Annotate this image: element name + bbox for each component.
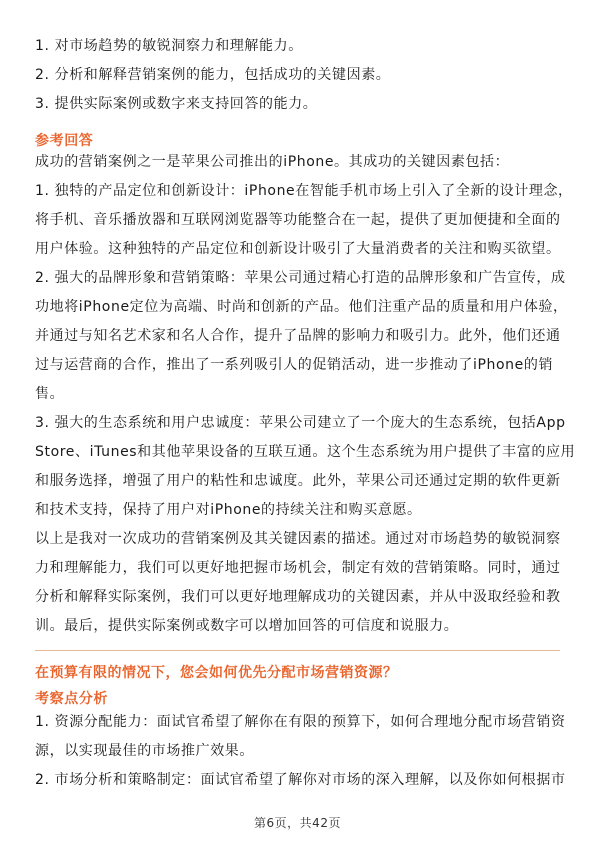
answer-line: 和技术支持，保持了用户对iPhone的持续关注和购买意愿。 [35, 502, 422, 518]
criteria-item: 2. 分析和解释营销案例的能力，包括成功的关键因素。 [35, 67, 391, 83]
criteria-item: 3. 提供实际案例或数字来支持回答的能力。 [35, 96, 318, 112]
answer-line: 训。最后，提供实际案例或数字可以增加回答的可信度和说服力。 [35, 618, 459, 634]
answer-line: 分析和解释实际案例，我们可以更好地理解成功的关键因素，并从中汲取经验和教 [35, 589, 561, 605]
answer-line: Store、iTunes和其他苹果设备的互联互通。这个生态系统为用户提供了丰富的应用 [35, 444, 576, 460]
answer-line: 售。 [35, 386, 65, 402]
answer-line: 和服务选择，增强了用户的粘性和忠诚度。此外，苹果公司还通过定期的软件更新 [35, 473, 561, 489]
answer-line: 成功的营销案例之一是苹果公司推出的iPhone。其成功的关键因素包括： [35, 154, 510, 170]
question-title: 在预算有限的情况下，您会如何优先分配市场营销资源？ [35, 665, 398, 681]
answer-line: 3. 强大的生态系统和用户忠诚度：苹果公司建立了一个庞大的生态系统，包括App [35, 415, 566, 431]
answer-line: 并通过与知名艺术家和名人合作，提升了品牌的影响力和吸引力。此外，他们还通 [35, 328, 561, 344]
analysis-line: 1. 资源分配能力：面试官希望了解你在有限的预算下，如何合理地分配市场营销资 [35, 714, 566, 730]
reference-answer-heading: 参考回答 [35, 133, 94, 149]
answer-line: 以上是我对一次成功的营销案例及其关键因素的描述。通过对市场趋势的敏锐洞察 [35, 531, 561, 547]
answer-line: 将手机、音乐播放器和互联网浏览器等功能整合在一起，提供了更加便捷和全面的 [35, 212, 561, 228]
analysis-line: 2. 市场分析和策略制定：面试官希望了解你对市场的深入理解，以及你如何根据市 [35, 772, 566, 788]
section-divider [35, 650, 560, 651]
answer-line: 2. 强大的品牌形象和营销策略：苹果公司通过精心打造的品牌形象和广告宣传，成 [35, 270, 566, 286]
analysis-line: 源，以实现最佳的市场推广效果。 [35, 743, 254, 759]
answer-line: 力和理解能力，我们可以更好地把握市场机会，制定有效的营销策略。同时，通过 [35, 560, 561, 576]
answer-line: 过与运营商的合作，推出了一系列吸引人的促销活动，进一步推动了iPhone的销 [35, 357, 554, 373]
page-number: 第6页，共42页 [254, 816, 341, 830]
answer-line: 用户体验。这种独特的产品定位和创新设计吸引了大量消费者的关注和购买欲望。 [35, 241, 561, 257]
answer-line: 1. 独特的产品定位和创新设计：iPhone在智能手机市场上引入了全新的设计理念， [35, 183, 573, 199]
criteria-item: 1. 对市场趋势的敏锐洞察力和理解能力。 [35, 38, 303, 54]
answer-line: 功地将iPhone定位为高端、时尚和创新的产品。他们注重产品的质量和用户体验， [35, 299, 568, 315]
analysis-heading: 考察点分析 [35, 691, 108, 707]
